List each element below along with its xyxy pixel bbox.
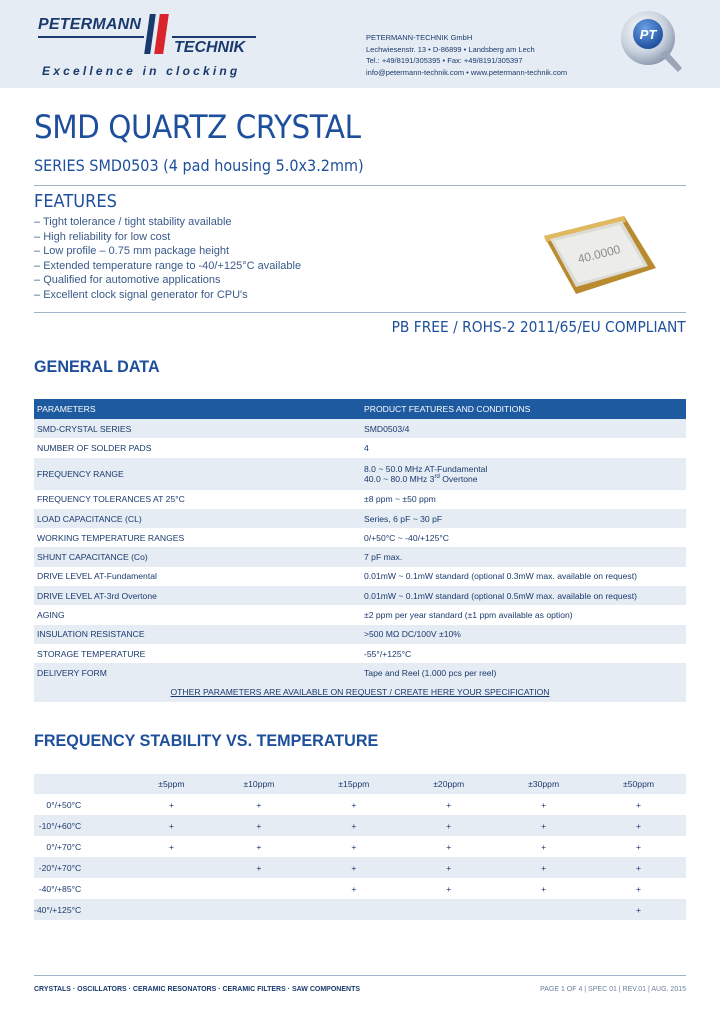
param-value: -55°/+125°C xyxy=(364,648,412,659)
availability-cell xyxy=(131,878,211,899)
address-phone: Tel.: +49/8191/305395 • Fax: +49/8191/305397 xyxy=(366,56,523,65)
table-row xyxy=(34,586,686,605)
param-name: INSULATION RESISTANCE xyxy=(34,625,361,644)
company-address xyxy=(366,32,567,78)
column-header: ±50ppm xyxy=(591,774,686,794)
param-value: SMD0503/4 xyxy=(361,419,686,438)
param-value: ±8 ppm ~ ±50 ppm xyxy=(364,494,436,505)
column-header: ±15ppm xyxy=(306,774,401,794)
availability-cell xyxy=(131,899,211,920)
feature-item: – Low profile – 0.75 mm package height xyxy=(34,244,301,259)
availability-cell: + xyxy=(446,883,452,894)
param-name: LOAD CAPACITANCE (CL) xyxy=(34,509,361,528)
chip-marking: 40.0000 xyxy=(576,242,622,267)
availability-cell xyxy=(401,899,496,920)
column-header-features: PRODUCT FEATURES AND CONDITIONS xyxy=(361,399,686,419)
param-name: STORAGE TEMPERATURE xyxy=(37,648,146,659)
feature-item: – Excellent clock signal generator for CPU's xyxy=(34,288,301,303)
availability-cell: + xyxy=(496,857,591,878)
column-header-parameters: PARAMETERS xyxy=(34,399,361,419)
logo-tagline: Excellence in clocking xyxy=(42,64,241,78)
availability-cell: + xyxy=(168,841,174,852)
table-row xyxy=(34,878,686,899)
availability-cell: + xyxy=(591,899,686,920)
pt-badge-icon xyxy=(620,10,682,74)
column-header: ±30ppm xyxy=(496,774,591,794)
table-row xyxy=(34,567,686,586)
param-name: SMD-CRYSTAL SERIES xyxy=(34,419,361,438)
column-header: ±10ppm xyxy=(212,774,307,794)
column-header: ±20ppm xyxy=(401,774,496,794)
param-value: 0.01mW ~ 0.1mW standard (optional 0.3mW max. available on request) xyxy=(364,571,637,582)
table-row xyxy=(34,663,686,682)
logo-underline-right xyxy=(172,36,256,38)
availability-cell: + xyxy=(351,799,357,810)
availability-cell: + xyxy=(591,857,686,878)
feature-item: – Extended temperature range to -40/+125°C available xyxy=(34,259,301,274)
table-row xyxy=(34,683,686,702)
availability-cell xyxy=(212,878,307,899)
table-row xyxy=(34,625,686,644)
param-value: 0.01mW ~ 0.1mW standard (optional 0.5mW max. available on request) xyxy=(361,586,686,605)
param-value: Tape and Reel (1.000 pcs per reel) xyxy=(361,663,686,682)
param-value xyxy=(361,458,686,490)
availability-cell: + xyxy=(256,799,262,810)
param-value: 4 xyxy=(364,442,369,453)
feature-item: – Tight tolerance / tight stability available xyxy=(34,215,301,230)
param-name: WORKING TEMPERATURE RANGES xyxy=(37,532,185,543)
address-web[interactable]: info@petermann-technik.com • www.petermann-technik.com xyxy=(366,67,568,77)
feature-item: – High reliability for low cost xyxy=(34,230,301,245)
features-heading: FEATURES xyxy=(34,191,117,212)
logo-word-technik: TECHNIK xyxy=(174,39,246,56)
column-header-temp xyxy=(34,774,131,794)
param-value-line xyxy=(364,474,683,484)
param-name: SHUNT CAPACITANCE (Co) xyxy=(34,547,361,566)
table-row xyxy=(34,857,686,878)
table-header-row xyxy=(34,399,686,419)
address-street: Lechwiesenstr. 13 • D-86899 • Landsberg am Lech xyxy=(366,44,535,54)
availability-cell: + xyxy=(636,799,642,810)
table-row xyxy=(34,605,686,624)
table-row xyxy=(34,644,686,663)
param-name: AGING xyxy=(37,610,65,621)
table-row xyxy=(34,815,686,836)
footer-product-lines: CRYSTALS · OSCILLATORS · CERAMIC RESONATORS · CERAMIC FILTERS · SAW COMPONENTS xyxy=(34,986,361,993)
feature-item: – Qualified for automotive applications xyxy=(34,273,301,288)
table-header-row xyxy=(34,774,686,794)
table-row xyxy=(34,899,686,920)
param-value: ±2 ppm per year standard (±1 ppm available as option) xyxy=(364,610,573,621)
footer-divider xyxy=(34,975,686,976)
param-name: DELIVERY FORM xyxy=(34,663,361,682)
general-data-heading: GENERAL DATA xyxy=(34,357,160,376)
specification-request-link[interactable]: OTHER PARAMETERS ARE AVAILABLE ON REQUEST / CREATE HERE YOUR SPECIFICATION xyxy=(34,683,686,702)
availability-cell: + xyxy=(306,815,401,836)
company-logo xyxy=(38,12,278,82)
frequency-stability-heading: FREQUENCY STABILITY VS. TEMPERATURE xyxy=(34,731,379,750)
availability-cell xyxy=(131,857,211,878)
logo-red-bar xyxy=(154,14,169,54)
availability-cell: + xyxy=(131,815,211,836)
logo-word-petermann: PETERMANN xyxy=(38,16,142,33)
availability-cell: + xyxy=(541,841,547,852)
availability-cell: + xyxy=(446,799,452,810)
crystal-chip-image xyxy=(540,212,660,302)
availability-cell: + xyxy=(306,857,401,878)
availability-cell: + xyxy=(446,841,452,852)
availability-cell xyxy=(212,899,307,920)
table-row xyxy=(34,458,686,490)
table-row xyxy=(34,438,686,457)
page-title: SMD QUARTZ CRYSTAL xyxy=(34,108,361,146)
availability-cell: + xyxy=(351,841,357,852)
divider xyxy=(34,312,686,313)
footer-page-info: PAGE 1 OF 4 | SPEC 01 | REV.01 | AUG. 2015 xyxy=(540,986,686,993)
features-list xyxy=(34,215,301,303)
availability-cell: + xyxy=(168,799,174,810)
availability-cell: + xyxy=(541,799,547,810)
availability-cell: + xyxy=(636,841,642,852)
availability-cell: + xyxy=(541,883,547,894)
param-value: 7 pF max. xyxy=(361,547,686,566)
table-row xyxy=(34,509,686,528)
series-subtitle: SERIES SMD0503 (4 pad housing 5.0x3.2mm) xyxy=(34,156,364,175)
availability-cell: + xyxy=(212,857,307,878)
table-row xyxy=(34,547,686,566)
availability-cell: + xyxy=(351,883,357,894)
temp-range-label: -10°/+60°C xyxy=(34,815,131,836)
availability-cell: + xyxy=(212,815,307,836)
badge-text: PT xyxy=(639,27,657,42)
param-name: FREQUENCY RANGE xyxy=(34,458,361,490)
temp-range-label: -40°/+125°C xyxy=(34,899,131,920)
param-name: FREQUENCY TOLERANCES AT 25°C xyxy=(37,494,185,505)
divider xyxy=(34,185,686,186)
param-value: >500 MΩ DC/100V ±10% xyxy=(361,625,686,644)
availability-cell: + xyxy=(591,815,686,836)
availability-cell: + xyxy=(256,841,262,852)
temp-range-label: 0°/+70°C xyxy=(46,841,82,852)
logo-underline-left xyxy=(38,36,144,38)
availability-cell: + xyxy=(401,857,496,878)
frequency-stability-table xyxy=(34,774,686,920)
param-value: Series, 6 pF ~ 30 pF xyxy=(361,509,686,528)
availability-cell: + xyxy=(636,883,642,894)
param-value-line: 8.0 ~ 50.0 MHz AT-Fundamental xyxy=(364,463,488,474)
param-name: NUMBER OF SOLDER PADS xyxy=(37,442,152,453)
param-value-part: Overtone xyxy=(439,473,478,484)
param-value-part: 40.0 ~ 80.0 MHz 3 xyxy=(364,473,435,484)
table-row xyxy=(34,490,686,509)
param-value: 0/+50°C ~ -40/+125°C xyxy=(364,532,449,543)
compliance-note: PB FREE / ROHS-2 2011/65/EU COMPLIANT xyxy=(391,318,686,336)
availability-cell xyxy=(496,899,591,920)
table-row xyxy=(34,419,686,438)
general-data-table xyxy=(34,399,686,702)
temp-range-label: -40°/+85°C xyxy=(38,883,82,894)
param-name: DRIVE LEVEL AT-Fundamental xyxy=(37,571,157,582)
temp-range-label: 0°/+50°C xyxy=(46,799,82,810)
table-row xyxy=(34,794,686,815)
address-company: PETERMANN-TECHNIK GmbH xyxy=(366,33,473,42)
table-row xyxy=(34,836,686,857)
availability-cell: + xyxy=(496,815,591,836)
table-row xyxy=(34,528,686,547)
temp-range-label: -20°/+70°C xyxy=(34,857,131,878)
availability-cell: + xyxy=(401,815,496,836)
superscript: rd xyxy=(434,473,440,480)
param-name: DRIVE LEVEL AT-3rd Overtone xyxy=(34,586,361,605)
availability-cell xyxy=(306,899,401,920)
column-header: ±5ppm xyxy=(131,774,211,794)
